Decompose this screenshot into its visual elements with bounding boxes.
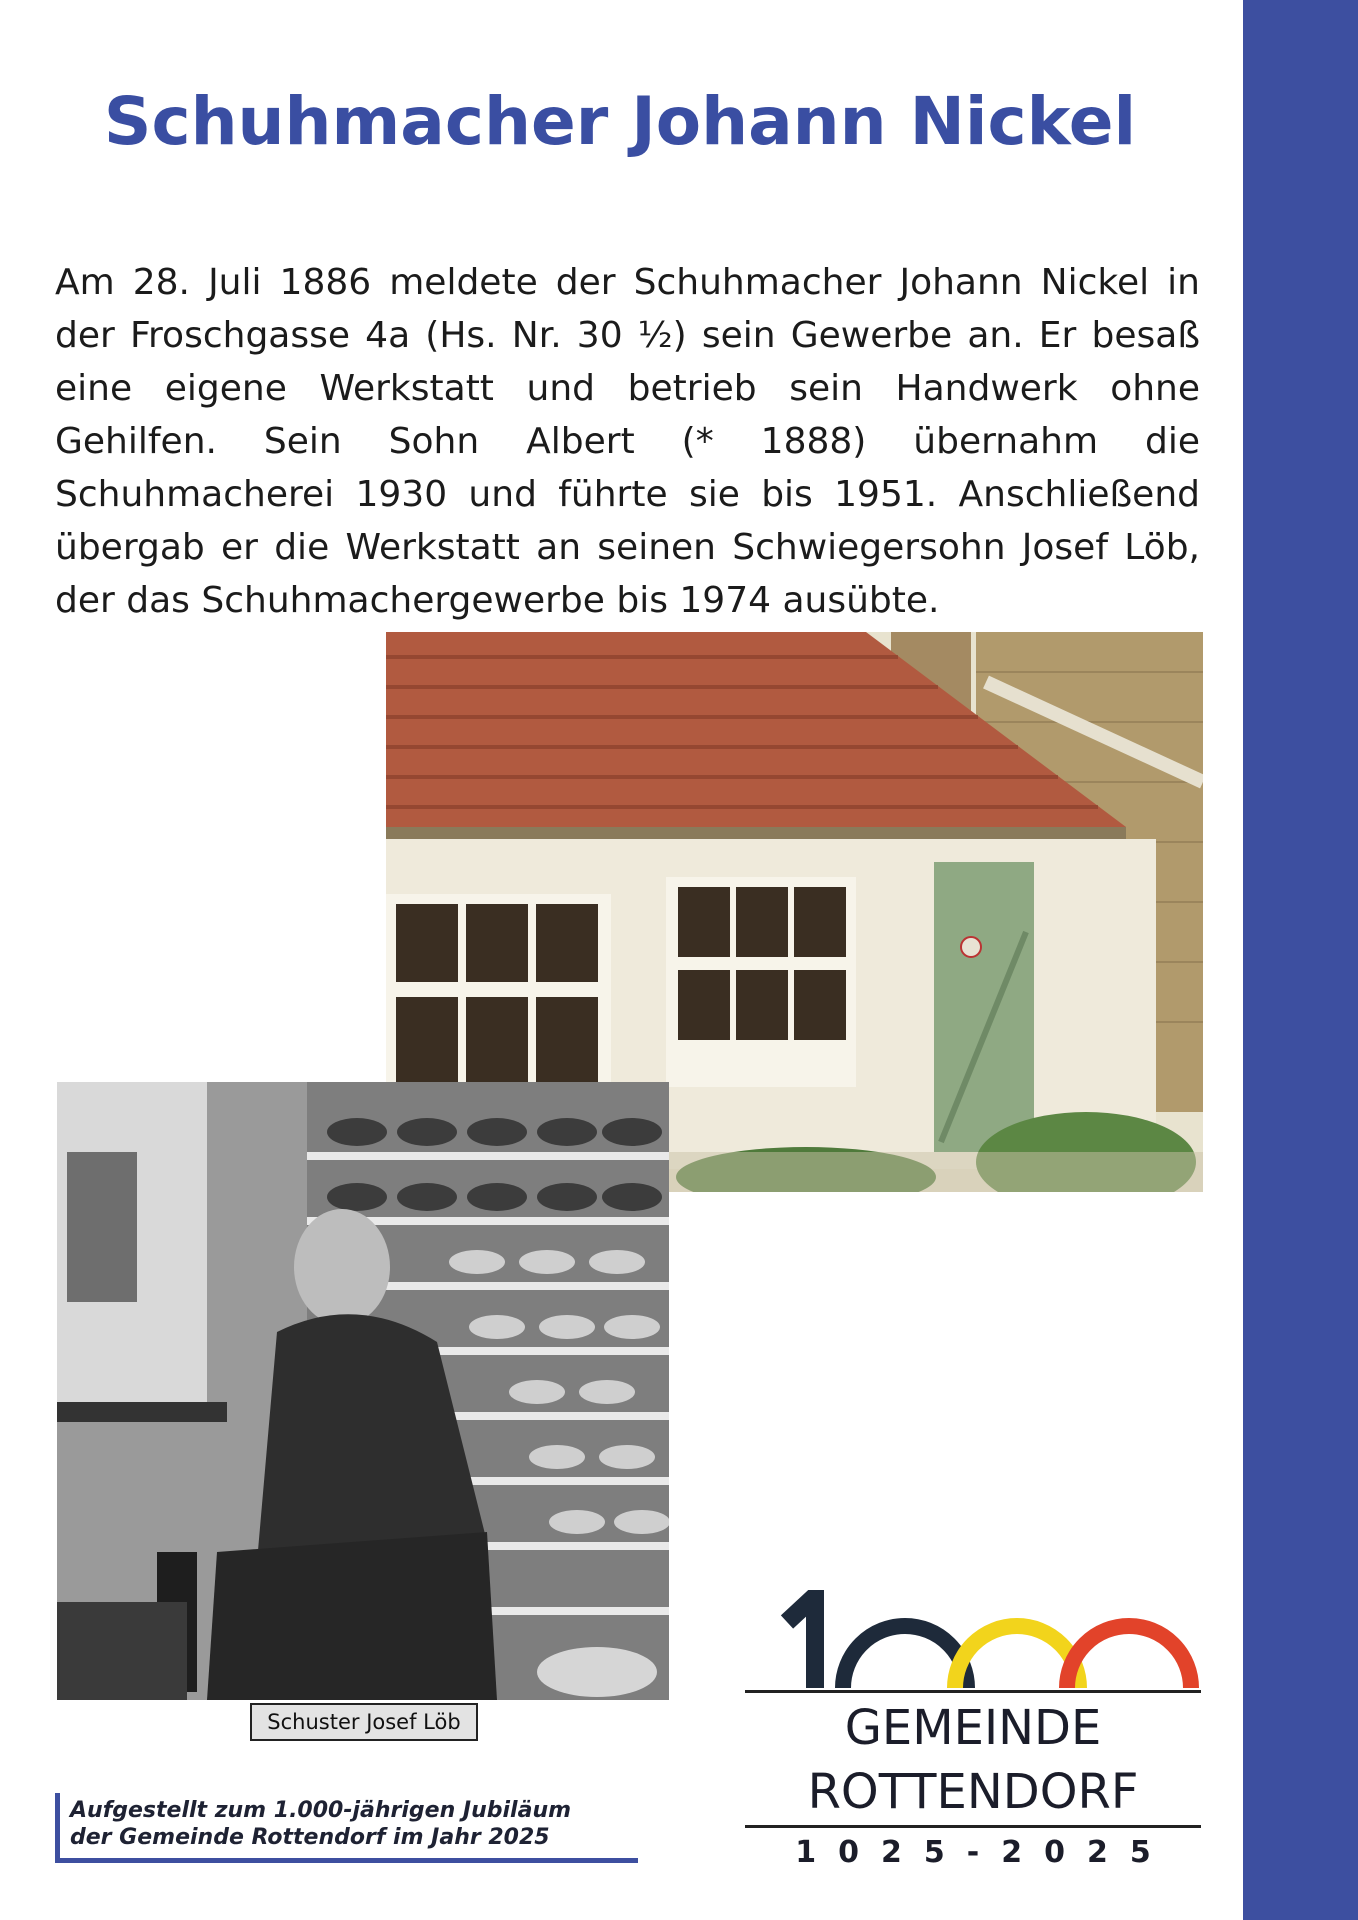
cobbler-photo: [57, 1082, 669, 1700]
logo-rule-bottom: [745, 1825, 1201, 1828]
history-text: Am 28. Juli 1886 meldete der Schuhmacher Johann Nickel in der Froschgasse 4a (Hs. Nr. 30 ½) sein Gewerbe an. Er besaß eine eigene Werkstatt und betrieb sein Handwerk ohne Gehilfen. Sein Sohn Albert (* 1888) übernahm die Schuhmacherei 1930 und führte sie bis 1951. Anschließend übergab er die Werkstatt an seinen Schwiegersohn Josef Löb, der das Schuhmachergewerbe bis 1974 ausübte.: [55, 262, 1200, 621]
logo-name-line2: ROTTENDORF: [807, 1764, 1139, 1820]
logo-1000-mark: [745, 1590, 1205, 1695]
photo-caption: Schuster Josef Löb: [250, 1703, 478, 1741]
logo-rule-top: [745, 1690, 1201, 1693]
footer-note: [55, 1793, 638, 1863]
logo-years: 1025-2025: [795, 1835, 1173, 1870]
logo-name-line1: GEMEINDE: [844, 1700, 1102, 1756]
footer-line-2: der Gemeinde Rottendorf im Jahr 2025: [70, 1825, 550, 1850]
jubilee-logo: [745, 1590, 1205, 1880]
page-title: Schuhmacher Johann Nickel: [103, 83, 1137, 160]
accent-sidebar: [1243, 0, 1358, 1920]
footer-line-1: Aufgestellt zum 1.000-jährigen Jubiläum: [70, 1798, 572, 1823]
